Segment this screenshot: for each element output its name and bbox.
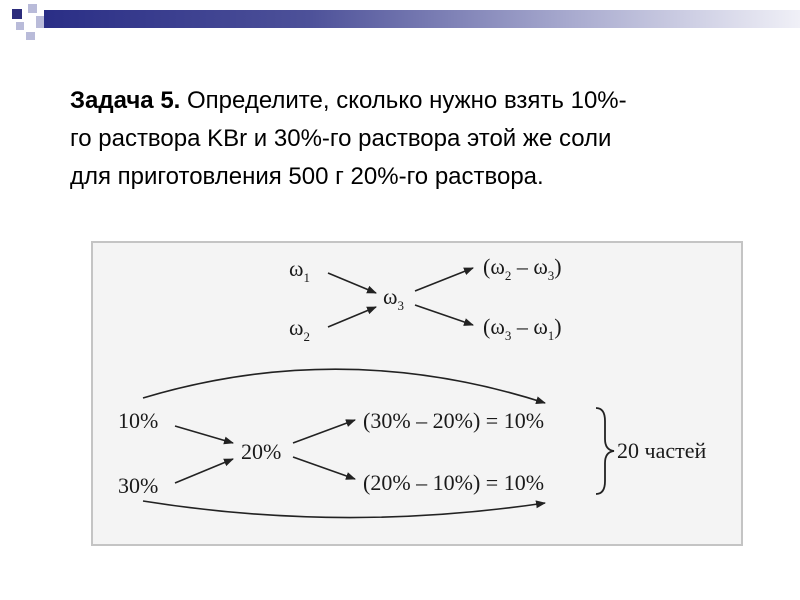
- task-line-2: го раствора KBr и 30%-го раствора этой же соли: [70, 125, 612, 152]
- mixing-scheme-figure: [91, 241, 743, 546]
- omega-2-label: $\omega_2$: [289, 315, 310, 344]
- decor-square: [12, 9, 22, 19]
- header-gradient: [44, 10, 800, 28]
- task-title: Задача 5.: [70, 87, 181, 114]
- curved-arrow-bottom: [143, 501, 545, 518]
- arrow-omega3-to-bottom: [415, 305, 473, 325]
- decor-square: [26, 32, 35, 40]
- arrow-omega2-to-omega3: [328, 307, 376, 327]
- example-left-bottom: 30%: [118, 473, 159, 498]
- curly-brace: [596, 408, 614, 494]
- arrow-30-to-20: [175, 459, 233, 483]
- task-line-3: для приготовления 500 г 20%-го раствора.: [70, 163, 544, 190]
- arrow-20-to-bottom: [293, 457, 355, 479]
- example-center: 20%: [241, 439, 282, 464]
- example-right-bottom: (20% – 10%) = 10%: [363, 470, 545, 495]
- difference-bottom-label: $(\omega_3 - \omega_1)$: [483, 314, 562, 343]
- arrow-10-to-20: [175, 426, 233, 443]
- task-line-1-text: Определите, сколько нужно взять 10%-: [180, 87, 627, 114]
- difference-top-label: $(\omega_2 - \omega_3)$: [483, 254, 562, 283]
- arrow-20-to-top: [293, 420, 355, 443]
- omega-3-label: $\omega_3$: [383, 284, 404, 313]
- example-right-top: (30% – 20%) = 10%: [363, 408, 545, 433]
- example-total: 20 частей: [617, 438, 707, 463]
- decor-square: [16, 22, 24, 30]
- arrow-omega3-to-top: [415, 268, 473, 291]
- scheme-diagram: [93, 243, 745, 548]
- curved-arrow-top: [143, 369, 545, 403]
- decor-square: [28, 4, 37, 13]
- omega-1-label: $\omega_1$: [289, 256, 310, 285]
- task-line-1: [70, 82, 750, 120]
- example-left-top: 10%: [118, 408, 159, 433]
- task-text: [70, 82, 750, 196]
- slide-header-bar: [0, 0, 800, 40]
- arrow-omega1-to-omega3: [328, 273, 376, 293]
